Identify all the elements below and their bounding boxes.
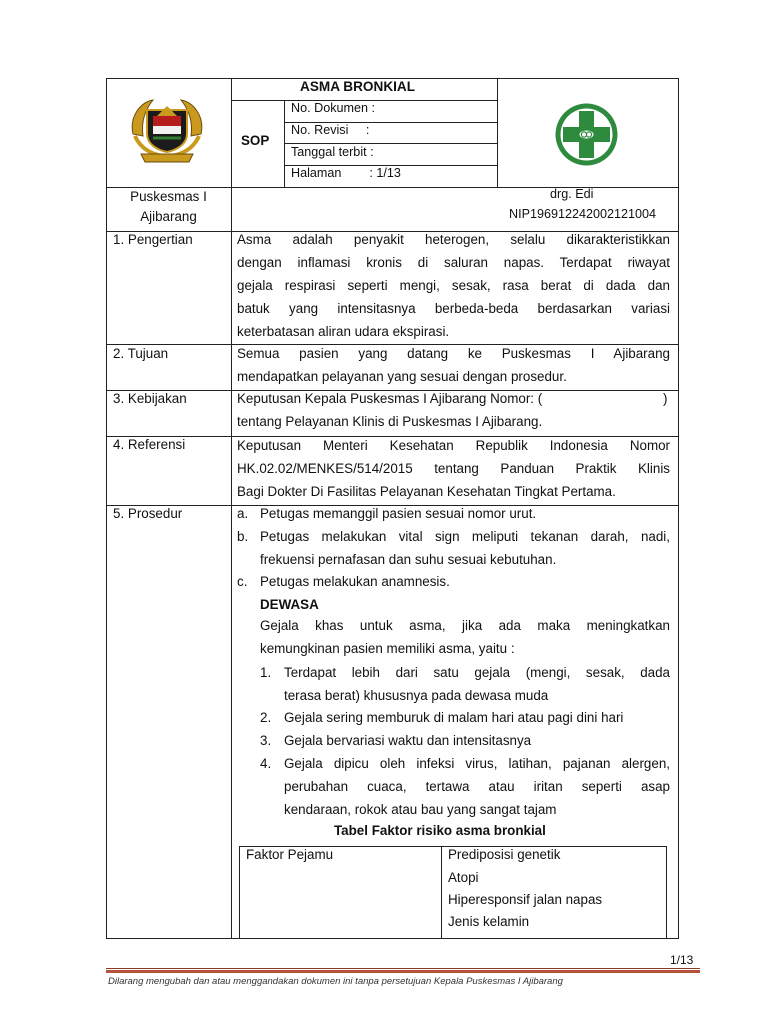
- text-line: terasa berat) khususnya pada dewasa muda: [284, 688, 549, 703]
- section-label-tujuan: 2. Tujuan: [113, 346, 169, 361]
- list-marker: 4.: [260, 756, 272, 771]
- regency-crest-icon: [127, 94, 207, 164]
- text-line: Bagi Dokter Di Fasilitas Pelayanan Kesehatan Tingkat Pertama.: [237, 484, 616, 499]
- document-title: ASMA BRONKIAL: [300, 79, 416, 94]
- gejala-1: [284, 661, 670, 707]
- prosedur-b: [260, 525, 670, 571]
- text-line: batuk yang intensitasnya berbeda-beda berdasarkan variasi: [237, 301, 670, 316]
- text-line: frekuensi pernafasan dan suhu sesuai kebutuhan.: [260, 552, 557, 567]
- signer-nip: NIP196912242002121004: [509, 207, 657, 221]
- list-marker: a.: [237, 506, 249, 521]
- risk-factor-item: Jenis kelamin: [448, 914, 530, 929]
- halaman-field: Halaman : 1/13: [291, 166, 401, 180]
- no-dokumen-field: No. Dokumen :: [291, 101, 375, 115]
- text-line: kendaraan, rokok atau bau yang sangat tajam: [284, 802, 557, 817]
- prosedur-a: Petugas memanggil pasien sesuai nomor urut.: [260, 506, 537, 521]
- prosedur-c: Petugas melakukan anamnesis.: [260, 574, 450, 589]
- gejala-4: [284, 752, 670, 821]
- footer-rule: [106, 968, 700, 969]
- kebijakan-line2: tentang Pelayanan Klinis di Puskesmas I Ajibarang.: [237, 414, 543, 429]
- section-label-referensi: 4. Referensi: [113, 437, 186, 452]
- list-marker: c.: [237, 574, 248, 589]
- green-cross-puskesmas-icon: [553, 101, 620, 168]
- text-line: perubahan cuaca, tertawa atau iritan seperti asap: [284, 779, 670, 794]
- risk-factor-item: Hiperesponsif jalan napas: [448, 892, 603, 907]
- dewasa-heading: DEWASA: [260, 597, 319, 612]
- gejala-2: Gejala sering memburuk di malam hari atau pagi dini hari: [284, 710, 624, 725]
- border: [106, 78, 107, 939]
- risk-table-title: Tabel Faktor risiko asma bronkial: [334, 823, 546, 838]
- signer-name: drg. Edi: [550, 187, 594, 201]
- text-line: kemungkinan pasien memiliki asma, yaitu :: [260, 641, 515, 656]
- list-marker: 1.: [260, 665, 272, 680]
- dewasa-intro: [260, 614, 670, 660]
- border: [678, 78, 679, 939]
- border: [666, 846, 667, 939]
- kebijakan-line1: Keputusan Kepala Puskesmas I Ajibarang Nomor: (: [237, 391, 543, 406]
- sop-label: SOP: [241, 133, 270, 148]
- text-line: keterbatasan aliran udara ekspirasi.: [237, 324, 450, 339]
- tujuan-text: [237, 342, 670, 388]
- text-line: HK.02.02/MENKES/514/2015 tentang Panduan Praktik Klinis: [237, 461, 670, 476]
- pengertian-text: [237, 228, 670, 343]
- footer-notice: Dilarang mengubah dan atau menggandakan dokumen ini tanpa persetujuan Kepala Puskesmas I Ajibarang: [108, 976, 563, 987]
- text-line: Asma adalah penyakit heterogen, selalu dikarakteristikkan: [237, 232, 670, 247]
- text-line: Petugas melakukan vital sign meliputi tekanan darah, nadi,: [260, 529, 670, 544]
- text-line: Keputusan Menteri Kesehatan Republik Indonesia Nomor: [237, 438, 670, 453]
- text-line: dengan inflamasi kronis di saluran napas. Terdapat riwayat: [237, 255, 670, 270]
- border: [231, 78, 232, 232]
- border: [106, 938, 679, 939]
- org-name-line1: Puskesmas I: [130, 189, 207, 204]
- list-marker: b.: [237, 529, 249, 544]
- border: [441, 846, 442, 939]
- section-label-pengertian: 1. Pengertian: [113, 232, 193, 247]
- text-line: gejala respirasi seperti mengi, sesak, rasa berat di dada dan: [237, 278, 670, 293]
- section-label-prosedur: 5. Prosedur: [113, 506, 183, 521]
- border: [239, 846, 240, 939]
- risk-table-left-cell: Faktor Pejamu: [246, 847, 334, 862]
- org-name-line2: Ajibarang: [140, 209, 197, 224]
- risk-factor-item: Atopi: [448, 870, 479, 885]
- risk-factor-item: Prediposisi genetik: [448, 847, 561, 862]
- no-revisi-field: No. Revisi :: [291, 123, 370, 137]
- border: [497, 78, 498, 188]
- text-line: Gejala dipicu oleh infeksi virus, latihan, pajanan alergen,: [284, 756, 670, 771]
- list-marker: 2.: [260, 710, 272, 725]
- border: [231, 231, 232, 939]
- border: [284, 143, 498, 144]
- text-line: Semua pasien yang datang ke Puskesmas I Ajibarang: [237, 346, 670, 361]
- text-line: mendapatkan pelayanan yang sesuai dengan prosedur.: [237, 369, 567, 384]
- text-line: Terdapat lebih dari satu gejala (mengi, sesak, dada: [284, 665, 670, 680]
- page-number: 1/13: [670, 953, 694, 967]
- footer-rule: [106, 970, 700, 973]
- list-marker: 3.: [260, 733, 272, 748]
- tanggal-terbit-field: Tanggal terbit :: [291, 145, 374, 159]
- referensi-text: [237, 434, 670, 503]
- section-label-kebijakan: 3. Kebijakan: [113, 391, 187, 406]
- gejala-3: Gejala bervariasi waktu dan intensitasnya: [284, 733, 532, 748]
- text-line: Gejala khas untuk asma, jika ada maka meningkatkan: [260, 618, 670, 633]
- kebijakan-line1-end: ): [663, 391, 668, 406]
- border: [284, 100, 285, 188]
